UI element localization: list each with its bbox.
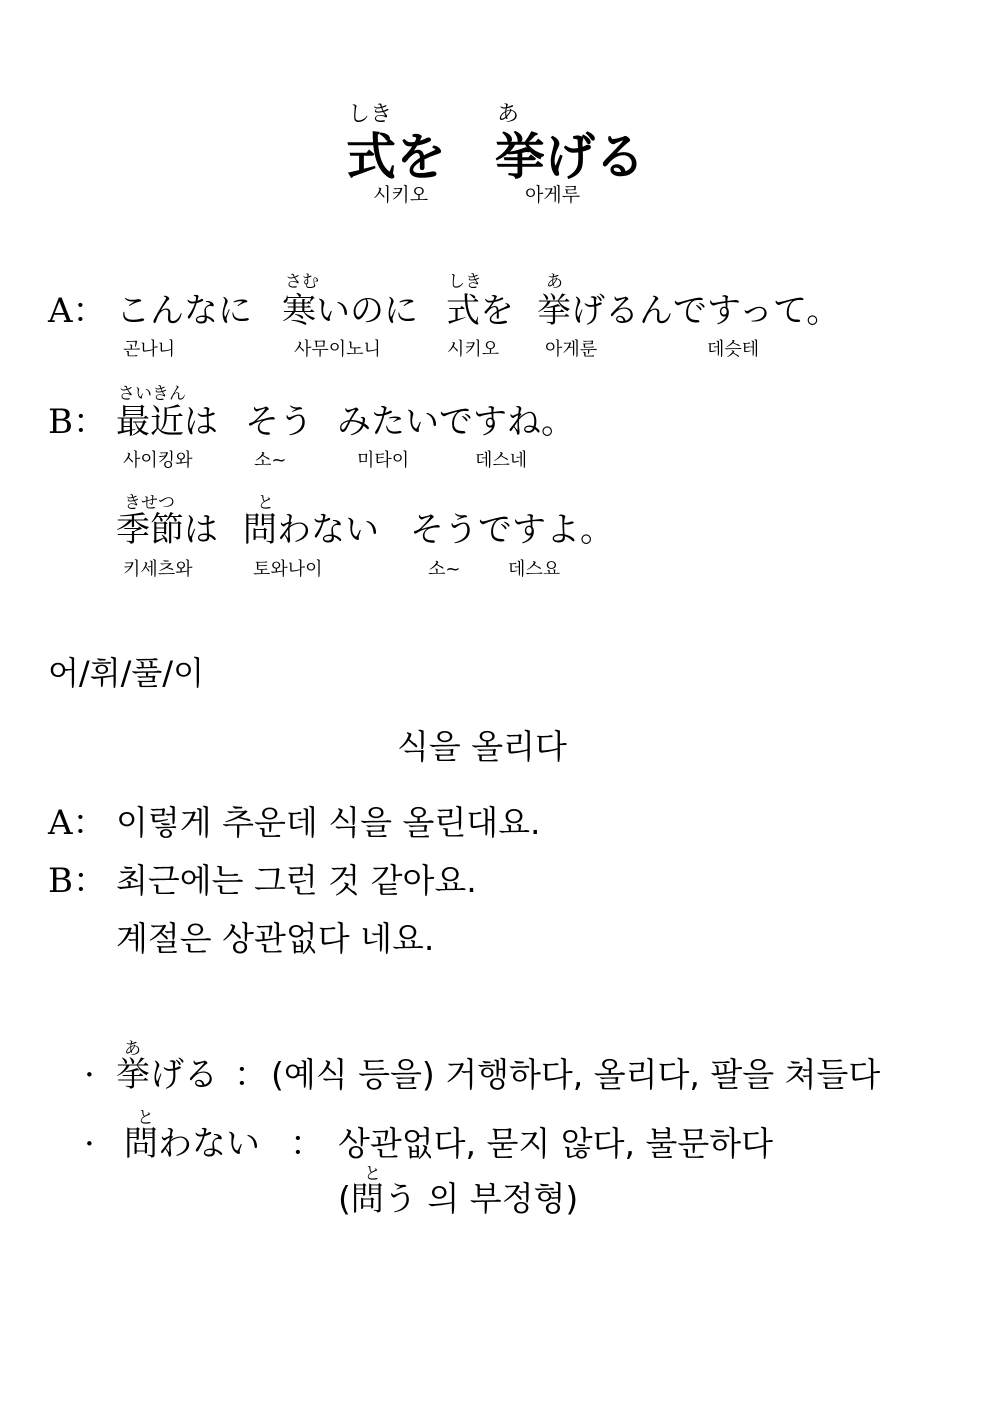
line-b1-seg2: そう bbox=[245, 402, 313, 442]
kanji-a: 挙 bbox=[537, 291, 571, 331]
translation-speaker-a: A： bbox=[48, 803, 107, 843]
line-b2-seg3: そうですよ。 bbox=[410, 510, 614, 550]
reading-a-2: 사무이노니 bbox=[294, 339, 381, 360]
reading-b1-3: 미타이 bbox=[357, 450, 410, 471]
title-word-shiki: 式 bbox=[346, 127, 396, 186]
reading-a-4: 아게룬 bbox=[545, 339, 598, 360]
reading-b2-2: 토와나이 bbox=[253, 559, 323, 580]
reading-a-1: 곤나니 bbox=[123, 339, 176, 360]
line-b2-seg2: 問わない bbox=[243, 510, 379, 550]
line-b2-seg1: 季節は bbox=[116, 510, 218, 550]
kanji-saikin: 最近 bbox=[116, 402, 184, 442]
glossary-2-ruby: と bbox=[137, 1108, 154, 1128]
reading-b1-1: 사이킹와 bbox=[123, 450, 193, 471]
glossary-1-kanji: 挙 bbox=[116, 1055, 150, 1095]
glossary-2-kanji: 問 bbox=[124, 1124, 158, 1164]
title-ruby-shiki: しき bbox=[348, 102, 393, 127]
title-particle: を bbox=[396, 127, 446, 186]
glossary-2-note: (問う 의 부정형) bbox=[338, 1179, 579, 1218]
vocab-heading: 어/휘/풀/이 bbox=[48, 654, 204, 692]
ruby-kisetsu: きせつ bbox=[124, 493, 175, 513]
speaker-a: A： bbox=[48, 291, 107, 331]
reading-a-5: 데슷테 bbox=[707, 339, 760, 360]
kanji-to: 問 bbox=[243, 510, 277, 550]
glossary-1-bullet: · bbox=[84, 1055, 95, 1095]
glossary-2-bullet: · bbox=[84, 1124, 95, 1164]
title-reading-ageru: 아게루 bbox=[525, 184, 581, 206]
reading-b1-4: 데스네 bbox=[475, 450, 528, 471]
glossary-2-meaning: 상관없다, 묻지 않다, 불문하다 bbox=[338, 1124, 773, 1163]
glossary-2-colon: ： bbox=[290, 1124, 324, 1164]
translation-line-b2: 계절은 상관없다 네요. bbox=[116, 919, 435, 958]
title-ruby-a: あ bbox=[497, 102, 520, 127]
reading-b1-2: 소~ bbox=[254, 450, 287, 471]
line-a-seg1: こんなに bbox=[116, 291, 252, 331]
reading-a-3: 시키오 bbox=[447, 339, 500, 360]
title-word-age-kana: げる bbox=[544, 127, 645, 186]
page-title bbox=[346, 127, 645, 186]
glossary-1-colon: ： bbox=[234, 1055, 268, 1095]
speaker-b: B： bbox=[48, 402, 107, 442]
reading-b2-1: 키세츠와 bbox=[123, 559, 193, 580]
line-a-seg2: 寒いのに bbox=[282, 291, 418, 331]
glossary-1-ruby: あ bbox=[124, 1039, 141, 1059]
glossary-2-note-ruby: と bbox=[364, 1164, 381, 1184]
reading-b2-4: 데스요 bbox=[508, 559, 561, 580]
ruby-shiki: しき bbox=[448, 272, 482, 292]
translation-line-a: 이렇게 추운데 식을 올린대요. bbox=[116, 803, 541, 842]
line-a-seg3: 式を bbox=[446, 291, 514, 331]
line-a-seg4: 挙げるんですって。 bbox=[537, 291, 841, 331]
kanji-kisetsu: 季節 bbox=[116, 510, 184, 550]
kanji-shiki: 式 bbox=[446, 291, 480, 331]
ruby-samu: さむ bbox=[285, 272, 319, 292]
ruby-saikin: さいきん bbox=[118, 384, 186, 404]
title-word-age-kanji: 挙 bbox=[494, 127, 545, 186]
translation-title: 식을 올리다 bbox=[397, 727, 567, 766]
ruby-a: あ bbox=[546, 272, 563, 292]
translation-line-b1: 최근에는 그런 것 같아요. bbox=[116, 861, 477, 900]
ruby-to: と bbox=[257, 493, 274, 513]
title-reading-shikio: 시키오 bbox=[373, 184, 429, 206]
glossary-1-meaning: (예식 등을) 거행하다, 올리다, 팔을 쳐들다 bbox=[271, 1055, 881, 1094]
kanji-samu: 寒 bbox=[282, 291, 316, 331]
line-b1-seg3: みたいですね。 bbox=[337, 402, 575, 442]
glossary-1-term: 挙げる bbox=[116, 1055, 218, 1095]
reading-b2-3: 소~ bbox=[428, 559, 461, 580]
line-b1-seg1: 最近は bbox=[116, 402, 218, 442]
glossary-2-note-kanji: 問 bbox=[350, 1179, 384, 1218]
glossary-2-term: 問わない bbox=[124, 1124, 260, 1164]
translation-speaker-b: B： bbox=[48, 861, 107, 901]
